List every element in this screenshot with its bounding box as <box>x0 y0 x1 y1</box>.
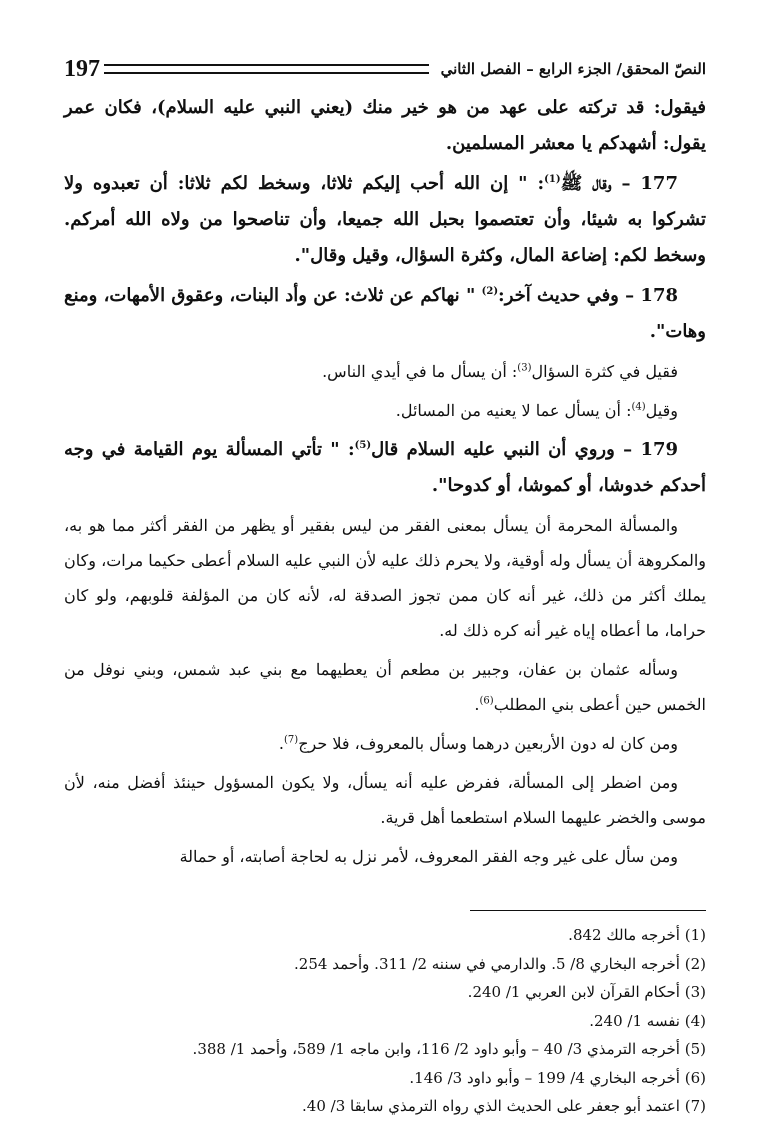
body-text <box>64 90 706 874</box>
footnote: (7) اعتمد أبو جعفر على الحديث الذي رواه الترمذي سابقا 3/ 40. <box>302 1097 706 1115</box>
paragraph <box>64 393 706 428</box>
paragraph-text: ومن كان له دون الأربعين درهما وسأل بالمعروف، فلا حرج <box>298 734 678 753</box>
paragraph-text: : " تأتي المسألة يوم القيامة في وجه أحدكم خدوشا، أو كموشا، أو كدوحا". <box>64 439 706 496</box>
paragraph-text: . <box>278 734 285 753</box>
paragraph <box>64 652 706 722</box>
paragraph <box>64 278 706 350</box>
page-number: 197 <box>64 55 100 82</box>
footnote: (6) أخرجه البخاري 4/ 199 – وأبو داود 3/ 146. <box>409 1068 706 1087</box>
paragraph <box>64 166 706 274</box>
footnote-marker: (7) <box>284 734 299 746</box>
paragraph <box>64 354 706 389</box>
header-title: النصّ المحقق/ الجزء الرابع – الفصل الثاني <box>440 60 706 78</box>
header-double-rule <box>104 64 429 74</box>
paragraph-text: وسأله عثمان بن عفان، وجبير بن مطعم أن يعطيهما مع بني عبد شمس، وبني نوفل من الخمس حين أعطى بني المطلب <box>64 660 706 714</box>
paragraph <box>64 432 706 504</box>
footnote-marker: (5) <box>354 440 372 451</box>
footnote-separator <box>470 910 706 911</box>
footnotes <box>64 921 706 1121</box>
paragraph: ومن سأل على غير وجه الفقر المعروف، لأمر نزل به لحاجة أصابته، أو حمالة <box>179 847 678 866</box>
footnote: (2) أخرجه البخاري 8/ 5. والدارمي في سننه 2/ 311. وأحمد 254. <box>294 954 706 973</box>
paragraph: والمسألة المحرمة أن يسأل بمعنى الفقر من ليس بفقير أو يظهر من الفقر أكثر مما هو به، والمكروهة أن يسأل وله أوقية، ولا يحرم ذلك عليه لأن النبي عليه السلام أعطى حكيما مرات، وكان يملك أكثر من ذلك، غير أنه كان ممن تجوز الصدقة له، لأنه كان من المؤلفة قلوبهم، ولو كان حراما، ما أعطاه إياه غير أنه كره ذلك له. <box>64 516 706 640</box>
paragraph <box>64 726 706 761</box>
paragraph-text: 178 – وفي حديث آخر: <box>498 285 678 306</box>
footnote: (1) أخرجه مالك 842. <box>568 926 706 944</box>
footnote-marker: (6) <box>479 695 494 707</box>
paragraph: ومن اضطر إلى المسألة، ففرض عليه أنه يسأل، ولا يكون المسؤول حينئذ أفضل منه، لأن موسى والخضر عليهما السلام استطعما أهل قرية. <box>64 773 706 827</box>
footnote-marker: (4) <box>631 401 646 413</box>
footnote: (5) أخرجه الترمذي 3/ 40 – وأبو داود 2/ 116، وابن ماجه 1/ 589، وأحمد 1/ 388. <box>192 1040 706 1058</box>
document-page <box>64 52 706 1121</box>
footnote-marker: (2) <box>481 286 499 297</box>
paragraph-text: 177 – وقال ﷺ <box>560 173 678 194</box>
paragraph: فيقول: قد تركته على عهد من هو خير منك (يعني النبي عليه السلام)، فكان عمر يقول: أشهدكم يا معشر المسلمين. <box>64 97 706 154</box>
paragraph-text: . <box>474 695 480 714</box>
paragraph-text: 179 – وروي أن النبي عليه السلام قال <box>371 439 679 460</box>
paragraph-text: : أن يسأل ما في أيدي الناس. <box>322 362 518 381</box>
paragraph-text: وقيل <box>645 401 678 420</box>
paragraph-text: " نهاكم عن ثلاث: عن وأد البنات، وعقوق الأمهات، ومنع وهات". <box>64 285 706 342</box>
running-header <box>64 52 706 86</box>
footnote: (4) نفسه 1/ 240. <box>589 1011 706 1030</box>
paragraph-text: : " إن الله أحب إليكم ثلاثا، وسخط لكم ثلاثا: أن تعبدوه ولا تشركوا به شيئا، وأن تعتصموا بحبل الله جميعا، وأن تناصحوا من ولاه الله أمركم. وسخط لكم: إضاعة المال، وكثرة السؤال، وقيل وقال". <box>64 173 706 266</box>
paragraph-text: : أن يسأل عما لا يعنيه من المسائل. <box>395 401 632 420</box>
footnote: (3) أحكام القرآن لابن العربي 1/ 240. <box>467 983 706 1001</box>
footnote-marker: (1) <box>544 174 561 185</box>
paragraph-text: فقيل في كثرة السؤال <box>531 362 678 381</box>
footnote-marker: (3) <box>517 362 532 374</box>
